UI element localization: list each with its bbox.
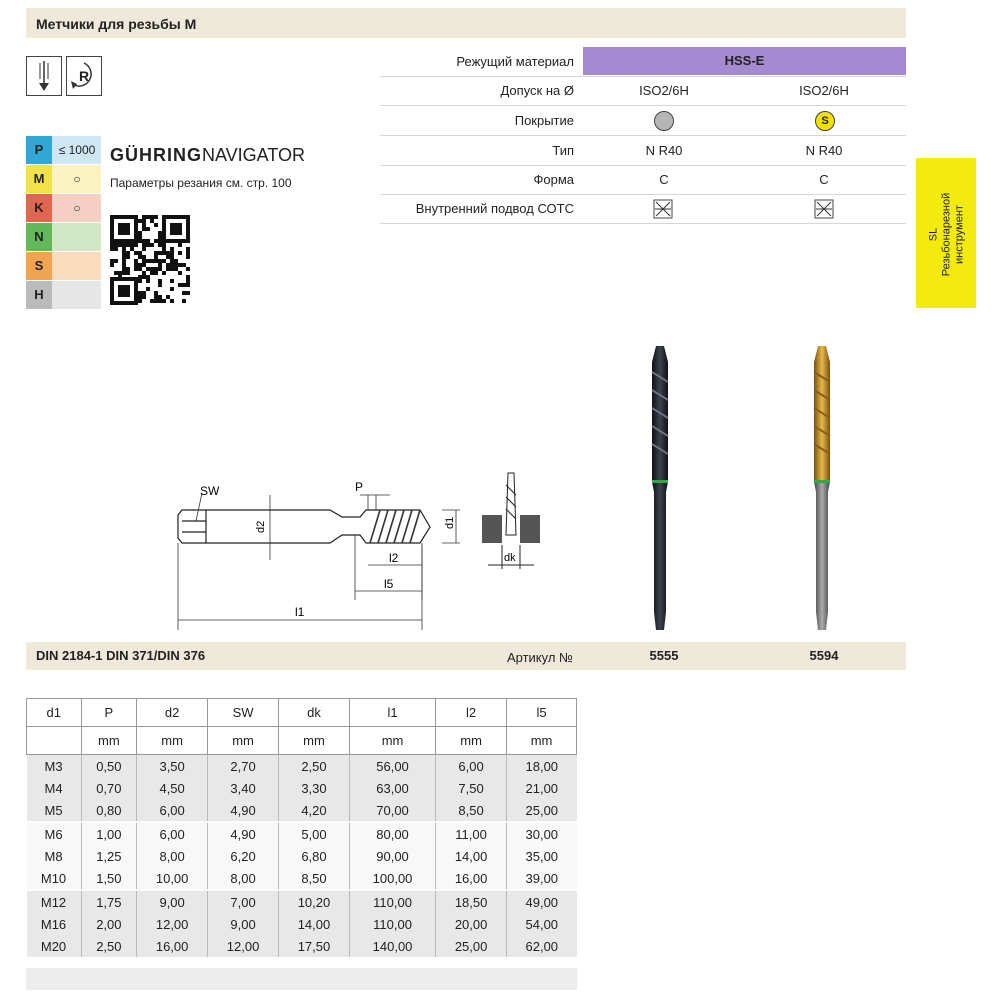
tap-icon xyxy=(26,56,62,96)
dimensions-table xyxy=(26,698,577,957)
table-cell: 4,90 xyxy=(208,799,279,822)
table-cell: 110,00 xyxy=(349,913,435,935)
divider xyxy=(380,105,906,106)
tap-image-5555 xyxy=(630,342,690,634)
table-cell: 25,00 xyxy=(507,799,577,822)
table-cell: 6,00 xyxy=(137,799,208,822)
table-cell: M6 xyxy=(27,822,82,845)
divider xyxy=(380,223,906,224)
table-units-row xyxy=(27,727,577,755)
table-cell: 3,40 xyxy=(208,777,279,799)
divider xyxy=(380,165,906,166)
form-value-2: C xyxy=(819,172,829,187)
table-cell: 1,25 xyxy=(81,845,137,867)
iso-letter: K xyxy=(26,194,52,222)
qr-code-icon[interactable] xyxy=(110,215,190,305)
iso-value xyxy=(54,281,100,309)
table-cell: M3 xyxy=(44,758,63,774)
table-cell: 11,00 xyxy=(436,822,507,845)
navigator-note[interactable]: Параметры резания см. стр. 100 xyxy=(110,176,292,190)
table-cell: 16,00 xyxy=(137,935,208,957)
form-value-1: C xyxy=(659,172,669,187)
table-cell: 2,70 xyxy=(208,755,279,778)
table-cell: 2,50 xyxy=(81,935,137,957)
column-header: l5 xyxy=(507,699,577,727)
unit-cell: mm xyxy=(436,727,507,755)
article-label: Артикул № xyxy=(506,650,573,665)
table-cell: M10 xyxy=(40,870,67,886)
material-label: Режущий материал xyxy=(456,54,574,69)
table-cell: 4,50 xyxy=(137,777,208,799)
no-coolant-icon xyxy=(653,199,673,224)
table-cell: M4 xyxy=(44,780,63,796)
type-value-1: N R40 xyxy=(645,143,683,158)
table-cell: 56,00 xyxy=(349,755,435,778)
article-5555[interactable]: 5555 xyxy=(649,648,679,663)
iso-letter: N xyxy=(26,223,52,251)
table-cell: 16,00 xyxy=(436,867,507,890)
iso-value xyxy=(54,252,100,280)
table-cell: 0,50 xyxy=(81,755,137,778)
iso-value: ○ xyxy=(73,172,81,186)
page-title: Метчики для резьбы М xyxy=(36,16,197,32)
label-l2: l2 xyxy=(389,551,399,565)
s-coating-icon: S xyxy=(815,111,835,131)
table-cell: 0,80 xyxy=(81,799,137,822)
label-dk: dk xyxy=(504,552,516,564)
table-cell: 8,00 xyxy=(208,867,279,890)
iso-letter: P xyxy=(26,136,52,164)
table-cell: 3,50 xyxy=(137,755,208,778)
no-coolant-icon xyxy=(814,199,834,224)
table-cell: 18,50 xyxy=(436,890,507,913)
table-cell: 25,00 xyxy=(436,935,507,957)
table-cell: 39,00 xyxy=(507,867,577,890)
column-header: P xyxy=(81,699,137,727)
table-cell: 7,00 xyxy=(208,890,279,913)
right-hand-thread-icon xyxy=(66,56,102,96)
table-cell: 30,00 xyxy=(507,822,577,845)
iso-letter: S xyxy=(26,252,52,280)
table-cell: M20 xyxy=(40,938,67,954)
table-cell: M16 xyxy=(40,916,67,932)
type-value-2: N R40 xyxy=(805,143,843,158)
table-cell: 17,50 xyxy=(279,935,350,957)
column-header: l2 xyxy=(436,699,507,727)
table-cell: 4,90 xyxy=(208,822,279,845)
table-cell: 6,00 xyxy=(137,822,208,845)
table-cell: 1,75 xyxy=(81,890,137,913)
unit-cell: mm xyxy=(279,727,350,755)
table-row xyxy=(27,845,577,867)
hole-drawing xyxy=(478,465,548,575)
tap-image-5594 xyxy=(792,342,852,634)
gray-circle-icon xyxy=(654,111,674,131)
side-tab-label: SL Резьбонарезной инструмент xyxy=(927,192,966,277)
table-cell: 80,00 xyxy=(349,822,435,845)
table-cell: 20,00 xyxy=(436,913,507,935)
table-cell: 9,00 xyxy=(137,890,208,913)
column-header: SW xyxy=(208,699,279,727)
table-row xyxy=(27,822,577,845)
table-cell: 14,00 xyxy=(436,845,507,867)
table-cell: 6,80 xyxy=(279,845,350,867)
table-cell: 10,00 xyxy=(137,867,208,890)
article-5594[interactable]: 5594 xyxy=(809,648,839,663)
table-cell: 12,00 xyxy=(208,935,279,957)
table-cell: M8 xyxy=(44,848,63,864)
table-cell: 21,00 xyxy=(507,777,577,799)
divider xyxy=(380,194,906,195)
navigator-logo xyxy=(110,145,305,166)
table-cell: 140,00 xyxy=(349,935,435,957)
table-cell: 63,00 xyxy=(349,777,435,799)
table-row xyxy=(27,890,577,913)
navigator-brand: GÜHRING xyxy=(110,145,202,165)
table-cell: 49,00 xyxy=(507,890,577,913)
table-cell: 1,50 xyxy=(81,867,137,890)
table-cell: 6,20 xyxy=(208,845,279,867)
table-cell: 12,00 xyxy=(137,913,208,935)
iso-letter: H xyxy=(26,281,52,309)
tolerance-value-2: ISO2/6H xyxy=(799,83,849,98)
table-cell: 2,00 xyxy=(81,913,137,935)
iso-value: ≤ 1000 xyxy=(58,143,96,157)
table-cell: 90,00 xyxy=(349,845,435,867)
table-cell: 8,00 xyxy=(137,845,208,867)
tolerance-label: Допуск на Ø xyxy=(500,83,574,98)
table-row xyxy=(27,777,577,799)
tolerance-value-1: ISO2/6H xyxy=(639,83,689,98)
table-cell: 110,00 xyxy=(349,890,435,913)
table-cell: 62,00 xyxy=(507,935,577,957)
table-header-row xyxy=(27,699,577,727)
table-cell: 9,00 xyxy=(208,913,279,935)
iso-letter: M xyxy=(26,165,52,193)
table-row xyxy=(27,867,577,890)
label-l5: l5 xyxy=(384,577,394,591)
table-cell: 4,20 xyxy=(279,799,350,822)
label-d1: d1 xyxy=(444,516,456,529)
table-cell: 6,00 xyxy=(436,755,507,778)
label-p: P xyxy=(355,480,364,494)
table-cell: 10,20 xyxy=(279,890,350,913)
table-cell: 3,30 xyxy=(279,777,350,799)
table-row xyxy=(27,755,577,778)
unit-cell: mm xyxy=(137,727,208,755)
unit-cell xyxy=(27,727,82,755)
column-header: d1 xyxy=(27,699,82,727)
table-cell: 1,00 xyxy=(81,822,137,845)
label-l1: l1 xyxy=(295,605,305,619)
din-standard: DIN 2184-1 DIN 371/DIN 376 xyxy=(36,648,206,663)
divider xyxy=(380,135,906,136)
table-cell: 8,50 xyxy=(436,799,507,822)
column-header: dk xyxy=(279,699,350,727)
table-cell: 14,00 xyxy=(279,913,350,935)
table-cell: 54,00 xyxy=(507,913,577,935)
table-cell: 18,00 xyxy=(507,755,577,778)
table-cell: 0,70 xyxy=(81,777,137,799)
unit-cell: mm xyxy=(507,727,577,755)
table-cell: 100,00 xyxy=(349,867,435,890)
unit-cell: mm xyxy=(81,727,137,755)
table-footer-band xyxy=(26,968,577,990)
table-cell: 70,00 xyxy=(349,799,435,822)
table-cell: 35,00 xyxy=(507,845,577,867)
table-cell: M5 xyxy=(44,802,63,818)
table-row xyxy=(27,913,577,935)
table-row xyxy=(27,935,577,957)
svg-text:R: R xyxy=(78,68,90,84)
material-value: HSS-E xyxy=(724,53,765,68)
table-cell: 5,00 xyxy=(279,822,350,845)
iso-value xyxy=(54,223,100,251)
form-label: Форма xyxy=(533,172,574,187)
unit-cell: mm xyxy=(208,727,279,755)
table-cell: 8,50 xyxy=(279,867,350,890)
column-header: l1 xyxy=(349,699,435,727)
coating-label: Покрытие xyxy=(514,113,574,128)
navigator-product: NAVIGATOR xyxy=(202,145,306,165)
table-cell: 2,50 xyxy=(279,755,350,778)
coolant-label: Внутренний подвод СОТС xyxy=(415,201,574,216)
divider xyxy=(380,76,906,77)
table-cell: 7,50 xyxy=(436,777,507,799)
label-d2: d2 xyxy=(255,520,267,533)
type-label: Тип xyxy=(552,143,574,158)
unit-cell: mm xyxy=(349,727,435,755)
table-row xyxy=(27,799,577,822)
column-header: d2 xyxy=(137,699,208,727)
label-sw: SW xyxy=(200,484,220,498)
iso-value: ○ xyxy=(73,201,81,215)
table-cell: M12 xyxy=(27,890,82,913)
